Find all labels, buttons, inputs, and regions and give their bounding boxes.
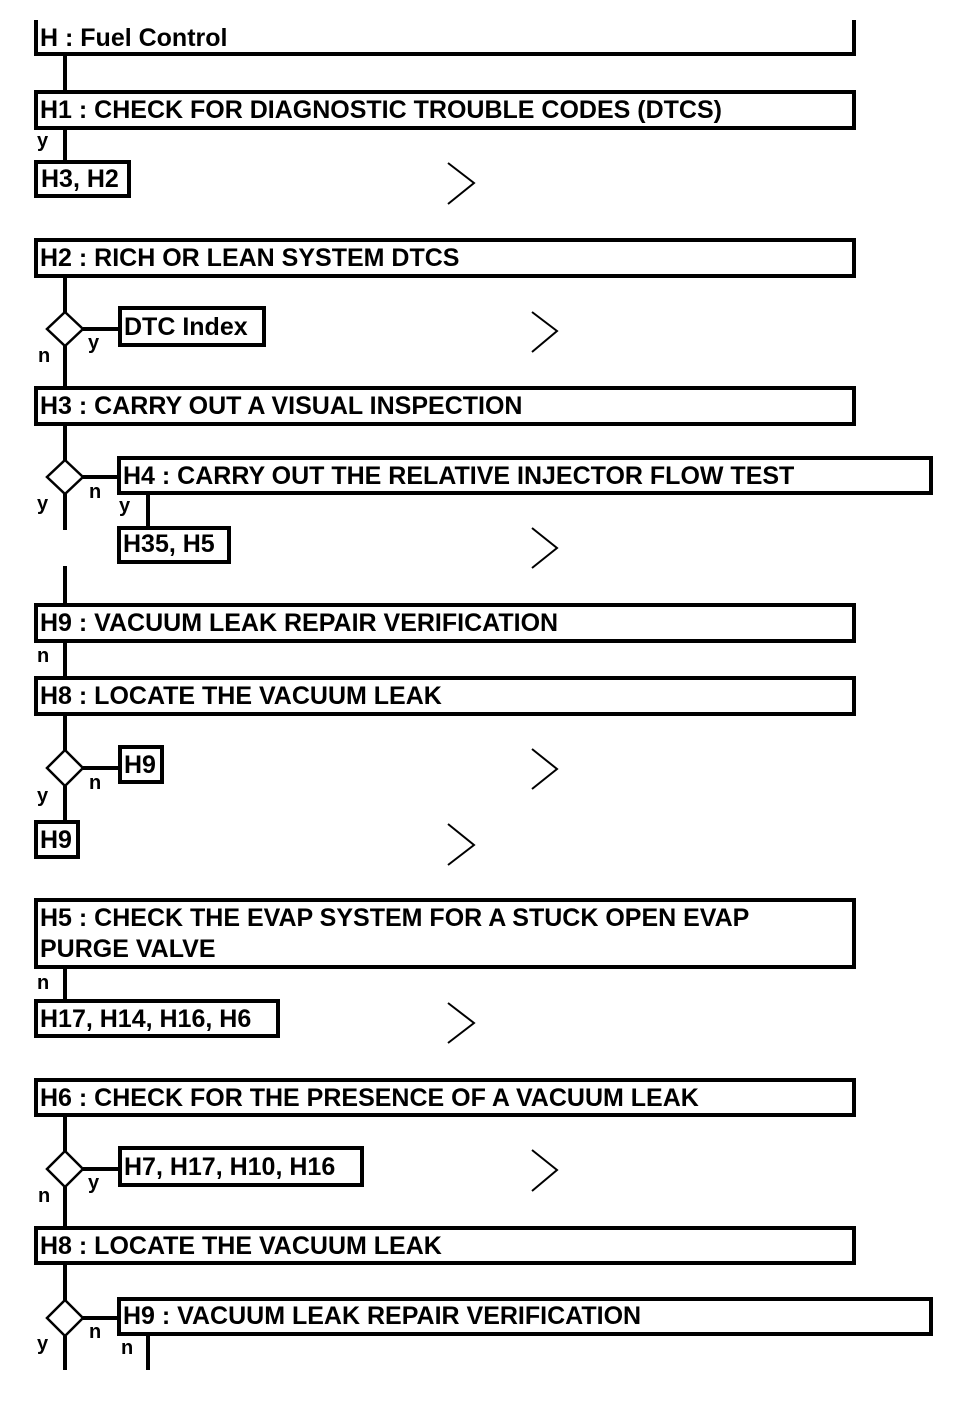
dtc-index-link[interactable]: DTC Index <box>124 313 248 341</box>
branch-no-label: n <box>38 345 51 367</box>
branch-yes-label: y <box>119 495 131 517</box>
branch-no-label: n <box>37 972 50 994</box>
chevron-right-icon <box>448 824 474 865</box>
step-h3-title[interactable]: H3 : CARRY OUT A VISUAL INSPECTION <box>40 392 523 420</box>
decision-diamond-h3 <box>47 460 83 494</box>
branch-yes-label: y <box>88 1172 100 1194</box>
step-h5-title-line1[interactable]: H5 : CHECK THE EVAP SYSTEM FOR A STUCK OPEN EVAP <box>40 904 750 932</box>
branch-yes-label: y <box>37 1333 49 1355</box>
branch-no-label: n <box>37 645 50 667</box>
branch-no-label: n <box>121 1337 134 1359</box>
step-h1-title[interactable]: H1 : CHECK FOR DIAGNOSTIC TROUBLE CODES (DTCS) <box>40 96 722 124</box>
branch-yes-label: y <box>88 332 100 354</box>
step-h4-title[interactable]: H4 : CARRY OUT THE RELATIVE INJECTOR FLOW TEST <box>123 462 795 490</box>
chevron-right-icon <box>532 528 557 568</box>
chevron-right-icon <box>532 1150 557 1191</box>
chevron-right-icon <box>532 749 557 789</box>
branch-yes-label: y <box>37 493 49 515</box>
branch-yes-label: y <box>37 785 49 807</box>
step-h9-title[interactable]: H9 : VACUUM LEAK REPAIR VERIFICATION <box>40 609 559 637</box>
h4-result-link[interactable]: H35, H5 <box>123 530 215 558</box>
step-h5-title-line2[interactable]: PURGE VALVE <box>40 935 216 963</box>
branch-no-label: n <box>89 1321 102 1343</box>
step-h9-title[interactable]: H9 : VACUUM LEAK REPAIR VERIFICATION <box>123 1302 642 1330</box>
chevron-right-icon <box>448 163 474 204</box>
branch-yes-label: y <box>37 130 49 152</box>
branch-no-label: n <box>89 772 102 794</box>
step-h8-title[interactable]: H8 : LOCATE THE VACUUM LEAK <box>40 682 442 710</box>
decision-diamond-h8b <box>47 1300 83 1336</box>
branch-no-label: n <box>89 481 102 503</box>
decision-diamond-h2 <box>47 312 83 346</box>
page-title: H : Fuel Control <box>40 24 228 52</box>
decision-diamond-h6 <box>47 1151 83 1187</box>
step-h2-title[interactable]: H2 : RICH OR LEAN SYSTEM DTCS <box>40 244 460 272</box>
decision-diamond-h8a <box>47 750 83 786</box>
step-h8-title[interactable]: H8 : LOCATE THE VACUUM LEAK <box>40 1232 442 1260</box>
h5-result-link[interactable]: H17, H14, H16, H6 <box>40 1005 252 1033</box>
chevron-right-icon <box>532 312 557 352</box>
h6-yes-link[interactable]: H7, H17, H10, H16 <box>124 1153 336 1181</box>
step-h6-title[interactable]: H6 : CHECK FOR THE PRESENCE OF A VACUUM LEAK <box>40 1084 699 1112</box>
h8-no-link[interactable]: H9 <box>124 751 156 779</box>
h1-result-link[interactable]: H3, H2 <box>41 165 119 193</box>
branch-no-label: n <box>38 1185 51 1207</box>
chevron-right-icon <box>448 1003 474 1043</box>
h8-yes-link[interactable]: H9 <box>40 826 72 854</box>
